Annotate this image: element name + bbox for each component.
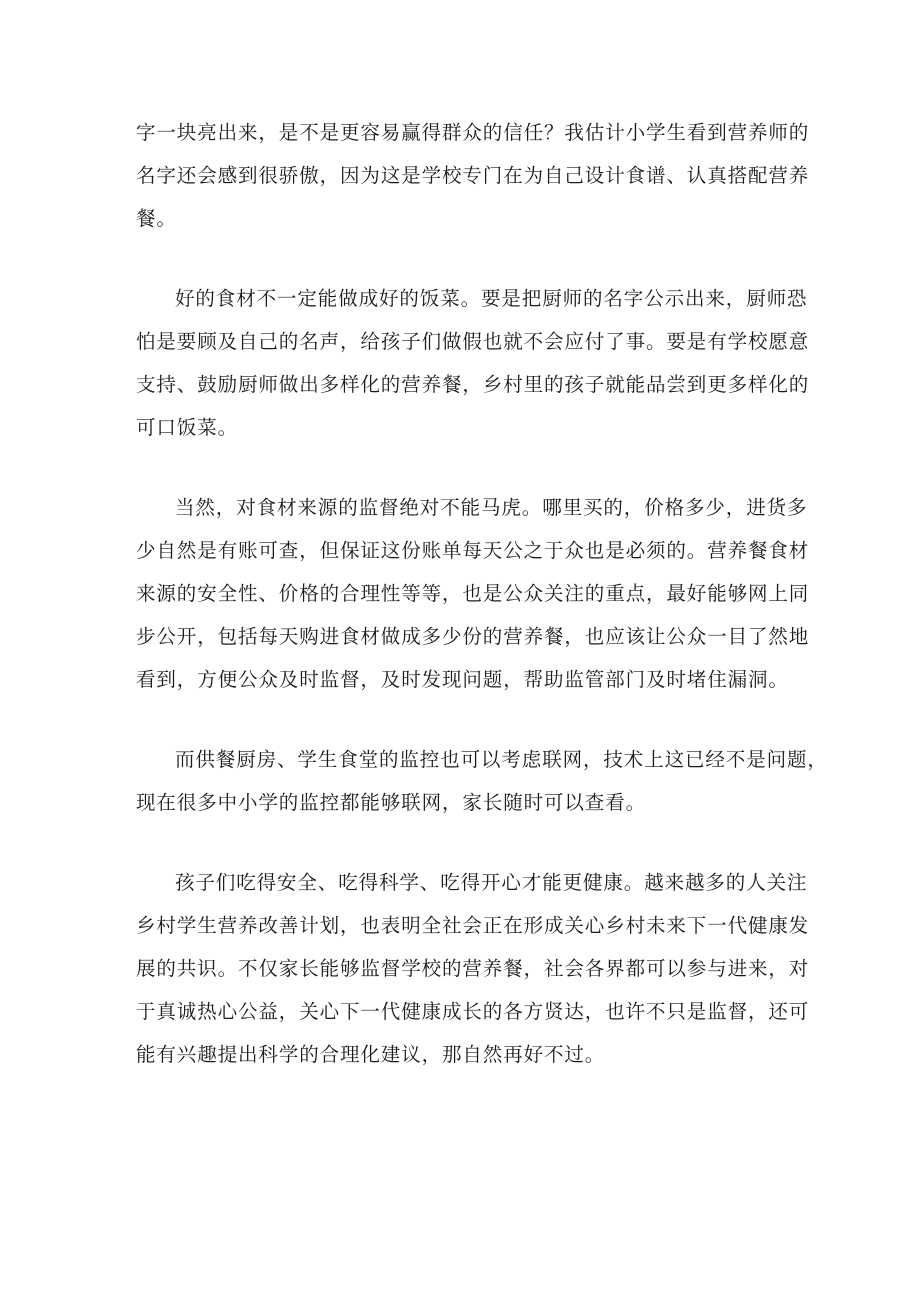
paragraph-line: 字一块亮出来，是不是更容易赢得群众的信任？我估计小学生看到营养师的	[136, 121, 810, 144]
paragraph-line: 名字还会感到很骄傲，因为这是学校专门在为自己设计食谱、认真搭配营养	[136, 164, 810, 187]
paragraph-line: 现在很多中小学的监控都能够联网，家长随时可以查看。	[136, 791, 647, 814]
paragraph-4	[136, 738, 828, 824]
paragraph-2	[136, 277, 810, 449]
paragraph-line: 乡村学生营养改善计划，也表明全社会正在形成关心乡村未来下一代健康发	[136, 914, 810, 937]
paragraph-line: 怕是要顾及自己的名声，给孩子们做假也就不会应付了事。要是有学校愿意	[136, 330, 810, 353]
paragraph-line: 餐。	[136, 207, 177, 230]
paragraph-line: 能有兴趣提出科学的合理化建议，那自然再好不过。	[136, 1043, 606, 1066]
article-body	[136, 111, 828, 1113]
paragraph-line: 展的共识。不仅家长能够监督学校的营养餐，社会各界都可以参与进来，对	[136, 957, 810, 980]
paragraph-line: 步公开，包括每天购进食材做成多少份的营养餐，也应该让公众一目了然地	[136, 625, 810, 648]
paragraph-line: 孩子们吃得安全、吃得科学、吃得开心才能更健康。越来越多的人关注	[175, 871, 808, 894]
paragraph-line: 可口饭菜。	[136, 416, 239, 439]
paragraph-line: 看到，方便公众及时监督，及时发现问题，帮助监管部门及时堵住漏洞。	[136, 668, 789, 691]
paragraph-line: 支持、鼓励厨师做出多样化的营养餐，乡村里的孩子就能品尝到更多样化的	[136, 373, 810, 396]
paragraph-5	[136, 861, 810, 1076]
paragraph-3	[136, 486, 810, 701]
paragraph-line: 好的食材不一定能做成好的饭菜。要是把厨师的名字公示出来，厨师恐	[175, 287, 808, 310]
paragraph-line: 于真诚热心公益，关心下一代健康成长的各方贤达，也许不只是监督，还可	[136, 1000, 810, 1023]
paragraph-line: 来源的安全性、价格的合理性等等，也是公众关注的重点，最好能够网上同	[136, 582, 810, 605]
paragraph-line: 当然，对食材来源的监督绝对不能马虎。哪里买的，价格多少，进货多	[175, 496, 808, 519]
paragraph-line: 少自然是有账可查，但保证这份账单每天公之于众也是必须的。营养餐食材	[136, 539, 810, 562]
paragraph-line: 而供餐厨房、学生食堂的监控也可以考虑联网，技术上这已经不是问题，	[175, 748, 828, 771]
paragraph-1	[136, 111, 810, 240]
